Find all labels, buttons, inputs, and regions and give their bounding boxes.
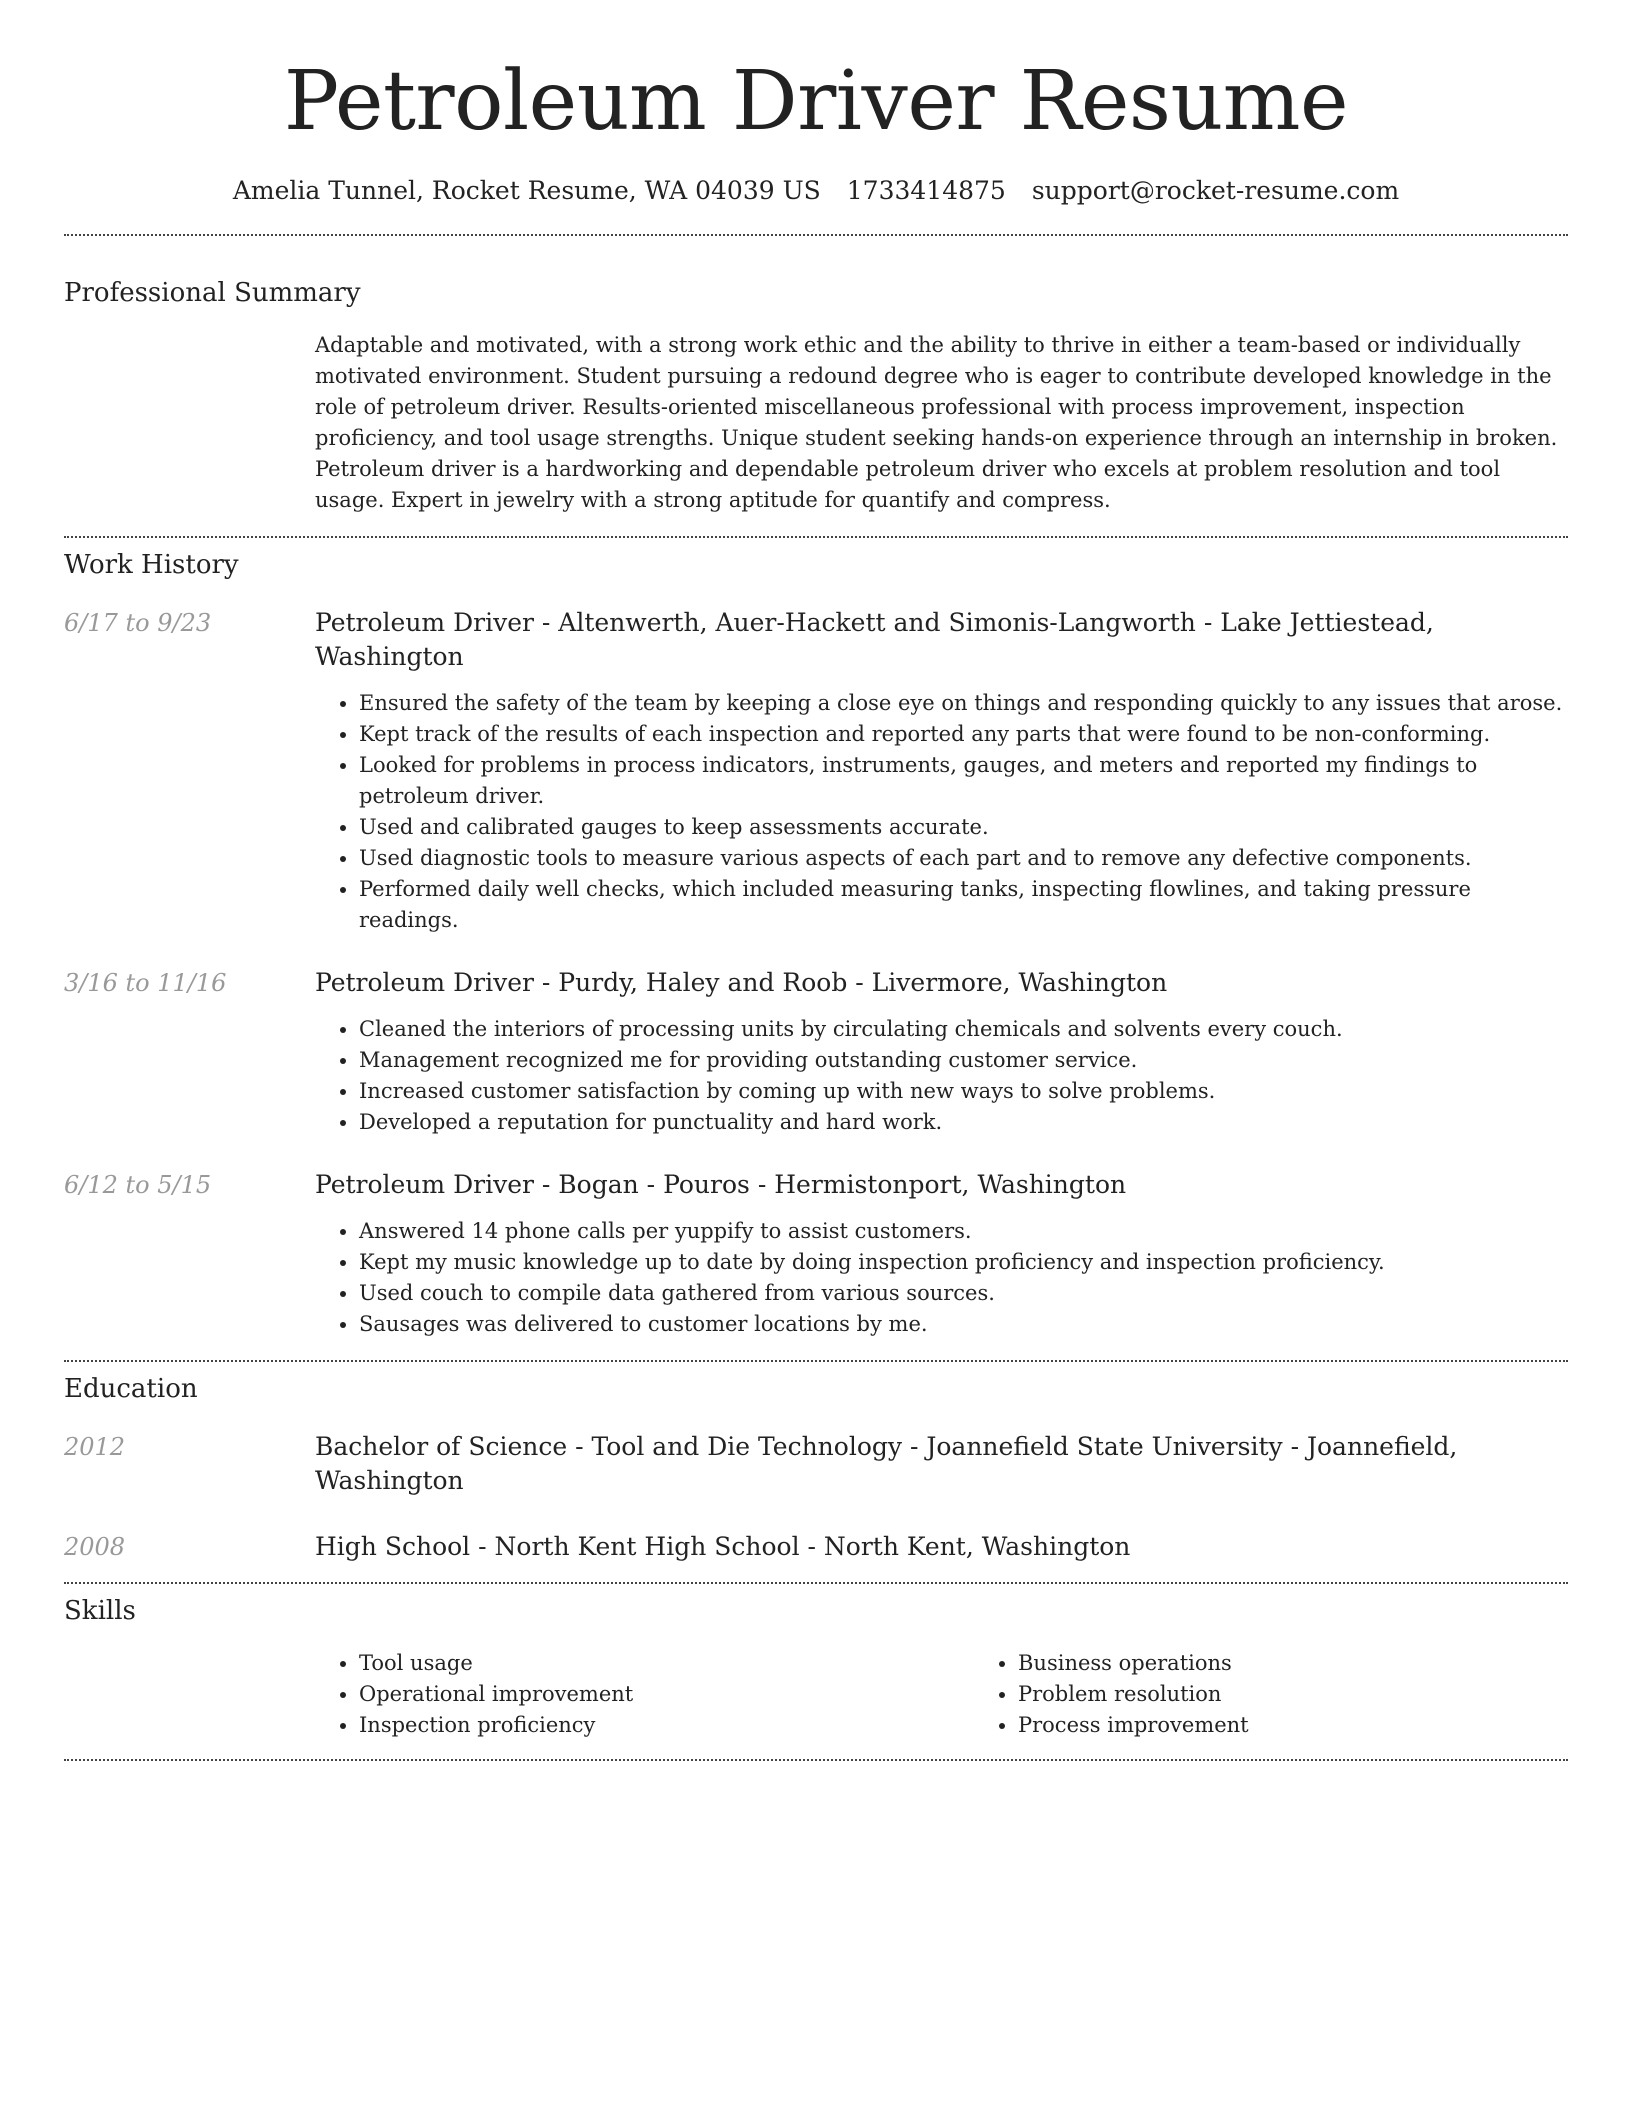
job-company: Bogan - Pouros: [558, 1170, 750, 1199]
job-title: Petroleum Driver: [315, 968, 534, 997]
job-dates: 3/16 to 11/16: [64, 969, 227, 997]
education-year: 2012: [64, 1433, 126, 1461]
job-company: Altenwerth, Auer-Hackett and Simonis-Langworth: [558, 608, 1196, 637]
list-item: • Kept my music knowledge up to date by doing inspection proficiency and inspection proficiency.: [359, 1247, 1568, 1278]
job-bullets: [315, 1014, 1568, 1138]
skills-column-2: [974, 1648, 1632, 1741]
job-location: Lake Jettiestead, Washington: [315, 608, 1434, 671]
list-item: • Cleaned the interiors of processing units by circulating chemicals and solvents every couch.: [359, 1014, 1568, 1045]
work-history-heading: Work History: [64, 550, 239, 580]
list-item: • Increased customer satisfaction by coming up with new ways to solve problems.: [359, 1076, 1568, 1107]
list-item: • Looked for problems in process indicators, instruments, gauges, and meters and reported my findings to petroleum driver.: [359, 750, 1568, 812]
list-item: • Used and calibrated gauges to keep assessments accurate.: [359, 812, 1568, 843]
work-history-section: [64, 538, 1568, 1340]
job-heading: Petroleum Driver - Bogan - Pouros - Hermistonport, Washington: [315, 1170, 1127, 1199]
list-item: • Used couch to compile data gathered from various sources.: [359, 1278, 1568, 1309]
education-entry: [64, 1430, 1568, 1498]
skill-item: • Process improvement: [1018, 1710, 1632, 1741]
job-heading: Petroleum Driver - Altenwerth, Auer-Hackett and Simonis-Langworth - Lake Jettiestead, Washington: [315, 608, 1434, 671]
education-school: North Kent High School: [494, 1532, 800, 1561]
education-heading: Education: [64, 1374, 198, 1404]
list-item: • Used diagnostic tools to measure various aspects of each part and to remove any defective components.: [359, 843, 1568, 874]
section-divider: [64, 1759, 1568, 1761]
education-location: Joannefield, Washington: [315, 1432, 1458, 1495]
skills-grid: [315, 1648, 1632, 1741]
skill-item: • Problem resolution: [1018, 1679, 1632, 1710]
list-item: • Management recognized me for providing outstanding customer service.: [359, 1045, 1568, 1076]
job-entry: [64, 606, 1568, 936]
job-dates: 6/12 to 5/15: [64, 1171, 212, 1199]
skills-heading: Skills: [64, 1596, 136, 1626]
list-item: • Developed a reputation for punctuality and hard work.: [359, 1107, 1568, 1138]
skill-item: • Tool usage: [359, 1648, 974, 1679]
job-title: Petroleum Driver: [315, 608, 534, 637]
job-entry: [64, 1168, 1568, 1340]
job-title: Petroleum Driver: [315, 1170, 534, 1199]
list-item: • Sausages was delivered to customer locations by me.: [359, 1309, 1568, 1340]
summary-heading: Professional Summary: [64, 278, 361, 308]
list-item: • Kept track of the results of each inspection and reported any parts that were found to be non-conforming.: [359, 719, 1568, 750]
job-location: Hermistonport, Washington: [774, 1170, 1127, 1199]
job-bullets: [315, 1216, 1568, 1340]
job-location: Livermore, Washington: [871, 968, 1168, 997]
job-bullets: [315, 688, 1568, 936]
education-degree: Bachelor of Science - Tool and Die Technology: [315, 1432, 902, 1461]
list-item: • Ensured the safety of the team by keeping a close eye on things and responding quickly to any issues that arose.: [359, 688, 1568, 719]
skill-item: • Business operations: [1018, 1648, 1632, 1679]
education-heading-line: Bachelor of Science - Tool and Die Technology - Joannefield State University - Joannefield, Washington: [315, 1432, 1458, 1495]
summary-section: [64, 236, 1568, 516]
education-school: Joannefield State University: [926, 1432, 1283, 1461]
contact-phone: 1733414875: [846, 176, 1006, 205]
job-heading: Petroleum Driver - Purdy, Haley and Roob - Livermore, Washington: [315, 968, 1168, 997]
list-item: • Answered 14 phone calls per yuppify to assist customers.: [359, 1216, 1568, 1247]
education-location: North Kent, Washington: [823, 1532, 1131, 1561]
summary-text: Adaptable and motivated, with a strong work ethic and the ability to thrive in either a team-based or individually motivated environment. Student pursuing a redound degree who is eager to contribute developed knowledge in the role of petroleum driver. Results-oriented miscellaneous professional with process improvement, inspection proficiency, and tool usage strengths. Unique student seeking hands-on experience through an internship in broken. Petroleum driver is a hardworking and dependable petroleum driver who excels at problem resolution and tool usage. Expert in jewelry with a strong aptitude for quantify and compress.: [315, 333, 1558, 512]
education-entry: [64, 1530, 1568, 1564]
skill-item: • Operational improvement: [359, 1679, 974, 1710]
education-year: 2008: [64, 1533, 126, 1561]
job-dates: 6/17 to 9/23: [64, 609, 212, 637]
job-entry: [64, 966, 1568, 1138]
contact-email: support@rocket-resume.com: [1031, 176, 1400, 205]
education-section: [64, 1362, 1568, 1564]
skills-section: [64, 1584, 1568, 1741]
contact-address: Amelia Tunnel, Rocket Resume, WA 04039 US: [232, 176, 821, 205]
job-company: Purdy, Haley and Roob: [558, 968, 848, 997]
education-heading-line: High School - North Kent High School - North Kent, Washington: [315, 1532, 1131, 1561]
skills-column-1: [315, 1648, 974, 1741]
resume-title: Petroleum Driver Resume: [283, 54, 1349, 149]
education-degree: High School: [315, 1532, 471, 1561]
list-item: • Performed daily well checks, which included measuring tanks, inspecting flowlines, and taking pressure readings.: [359, 874, 1568, 936]
contact-line: [64, 174, 1568, 208]
skill-item: • Inspection proficiency: [359, 1710, 974, 1741]
